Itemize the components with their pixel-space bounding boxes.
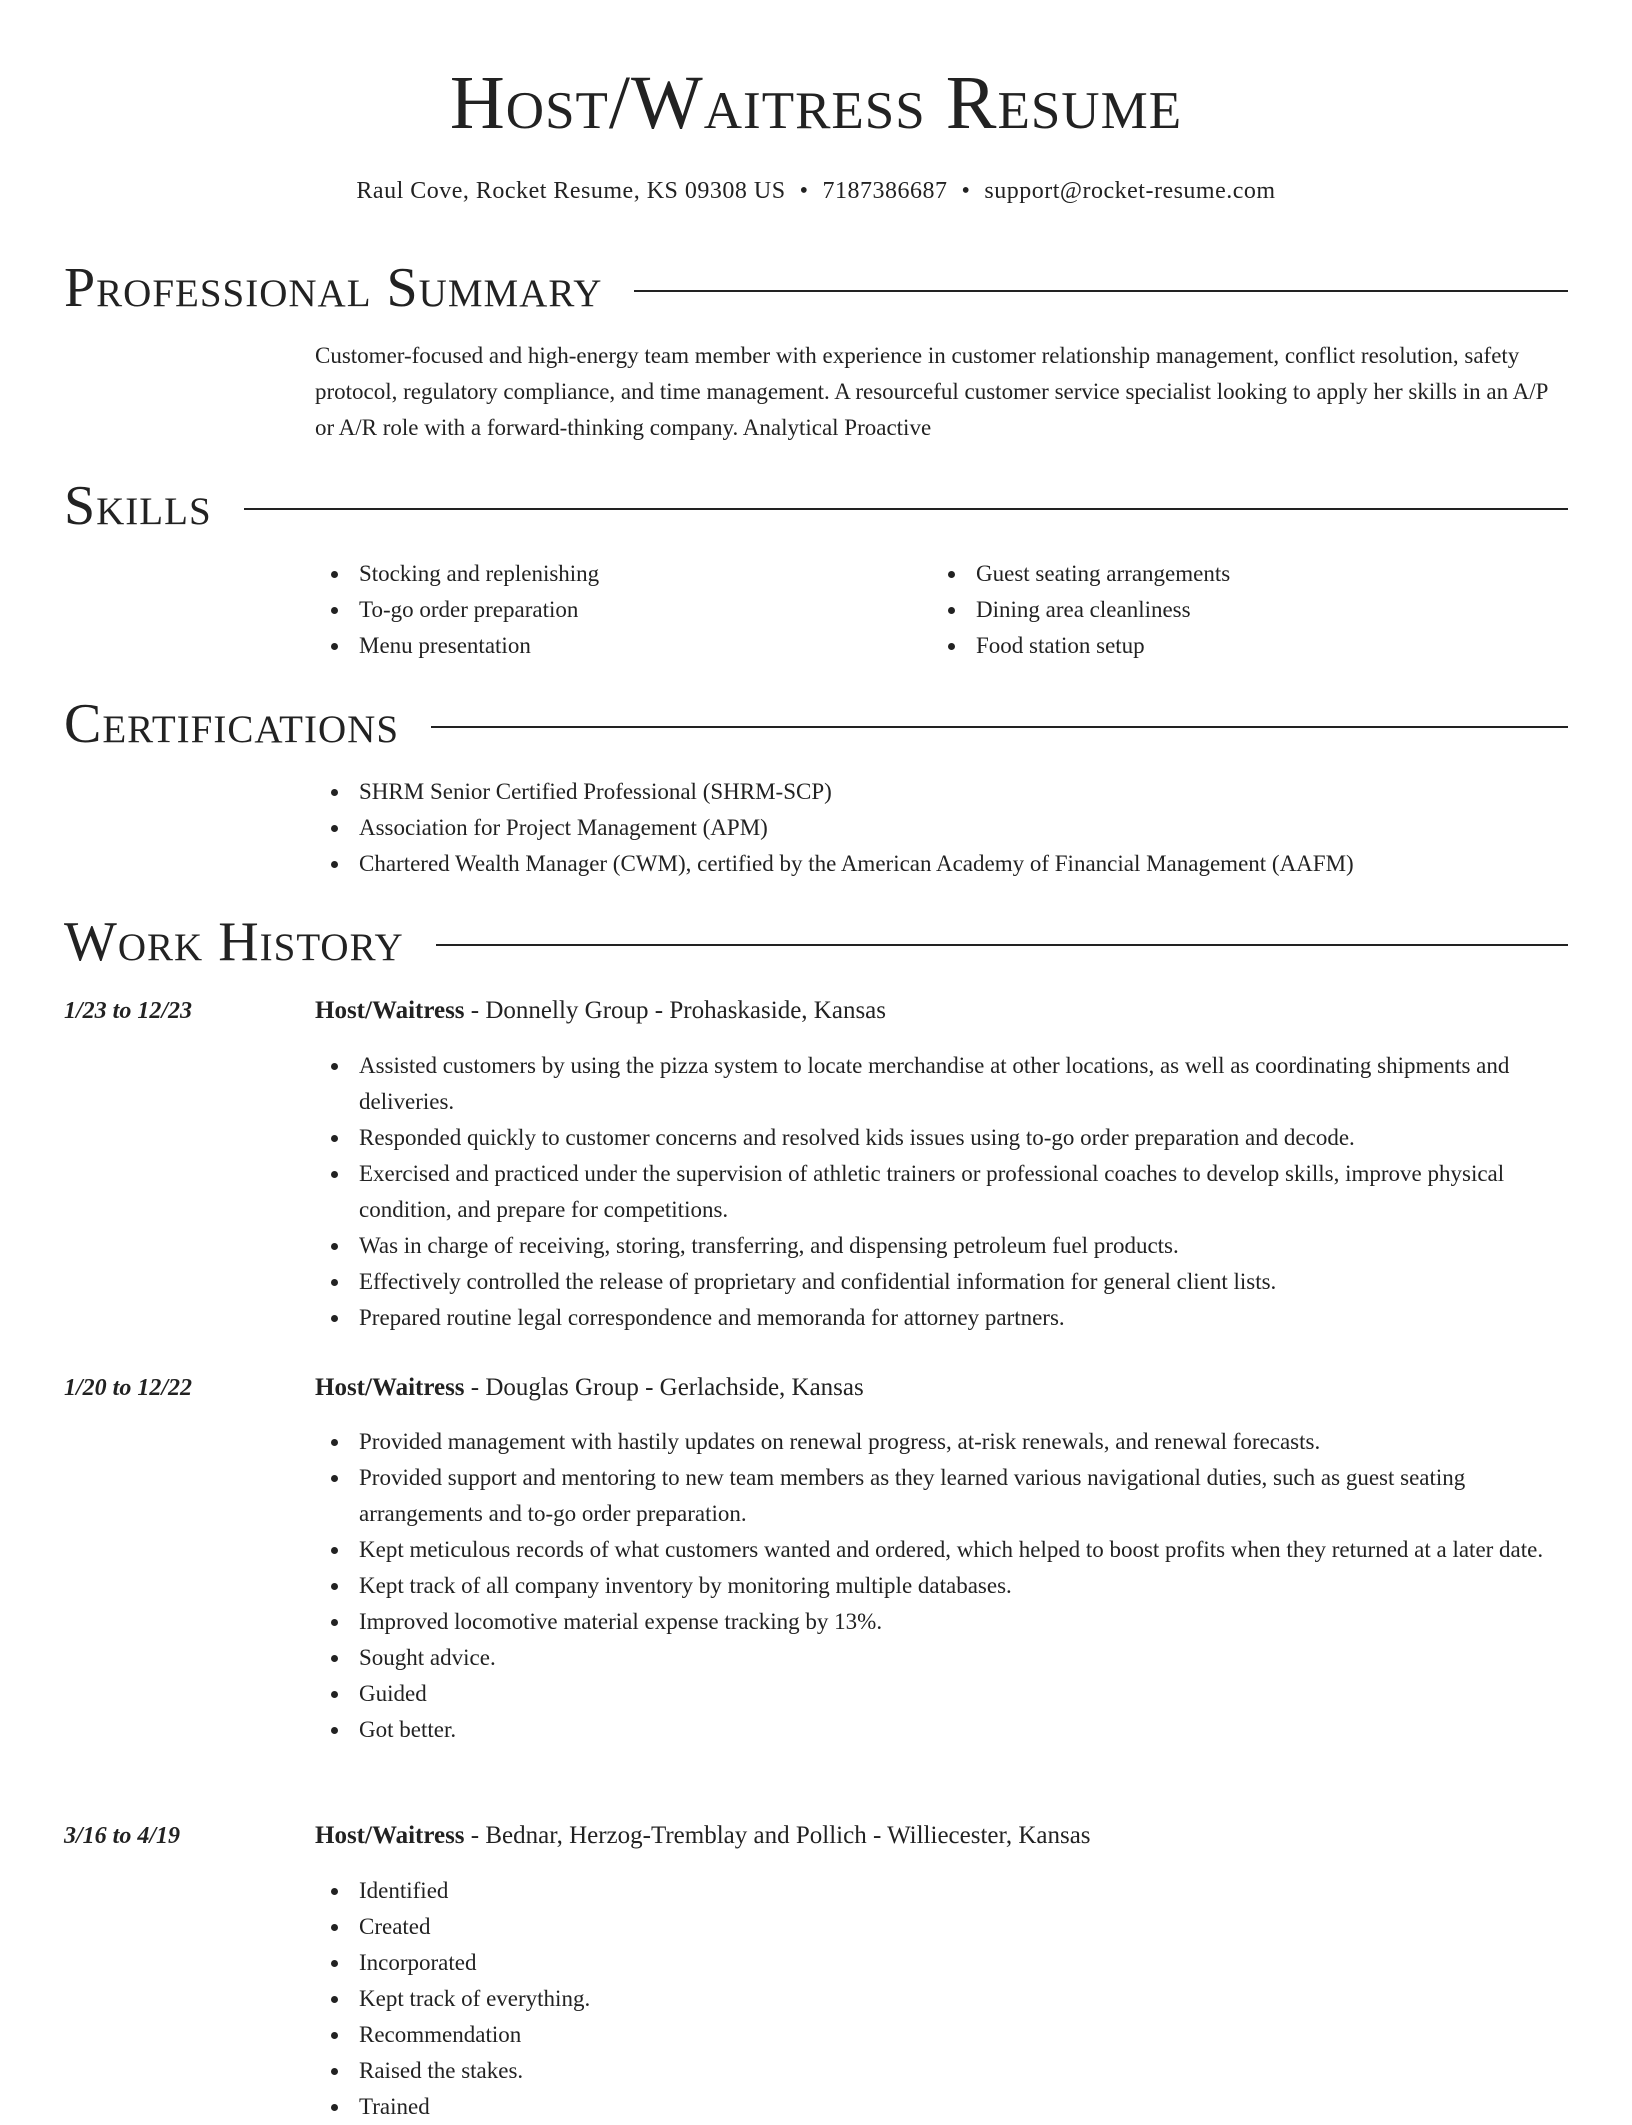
resume-title: Host/Waitress Resume xyxy=(449,61,1183,145)
job-details: - Douglas Group - Gerlachside, Kansas xyxy=(464,1374,864,1401)
contact-line xyxy=(0,174,1632,208)
job-bullet: Got better. xyxy=(315,1712,1568,1748)
contact-separator: • xyxy=(799,178,809,204)
summary-heading: Professional Summary xyxy=(64,257,603,319)
job-bullet: Recommendation xyxy=(315,2017,1568,2053)
job-role: Host/Waitress xyxy=(315,997,465,1024)
section-divider xyxy=(244,508,1568,510)
job-bullet: Exercised and practiced under the supervision of athletic trainers or professional coaches to develop skills, improve physical condition, and prepare for competitions. xyxy=(315,1156,1568,1228)
job-role: Host/Waitress xyxy=(315,1822,465,1849)
skills-list xyxy=(315,556,1568,664)
job-bullet: Provided support and mentoring to new team members as they learned various navigational duties, such as guest seating arrangements and to-go order preparation. xyxy=(315,1460,1568,1532)
work-history-heading: Work History xyxy=(64,911,404,973)
job-dates: 3/16 to 4/19 xyxy=(64,1823,181,1849)
job-details: - Donnelly Group - Prohaskaside, Kansas xyxy=(464,997,886,1024)
summary-text: Customer-focused and high-energy team member with experience in customer relationship management, conflict resolution, safety protocol, regulatory compliance, and time management. A resourceful customer service specialist looking to apply her skills in an A/P or A/R role with a forward-thinking company. Analytical Proactive xyxy=(315,343,1548,440)
job-bullet: Incorporated xyxy=(315,1945,1568,1981)
job-bullets xyxy=(315,1873,1568,2125)
skills-column-left xyxy=(315,556,932,664)
section-divider xyxy=(431,726,1568,728)
job-bullet: Effectively controlled the release of proprietary and confidential information for general client lists. xyxy=(315,1264,1568,1300)
job-bullet: Guided xyxy=(315,1676,1568,1712)
job-dates: 1/20 to 12/22 xyxy=(64,1375,193,1401)
job-header xyxy=(315,1819,1568,1853)
job-bullet: Assisted customers by using the pizza system to locate merchandise at other locations, as well as coordinating shipments and deliveries. xyxy=(315,1048,1568,1120)
contact-phone: 7187386687 xyxy=(822,178,948,204)
skill-item: Food station setup xyxy=(932,628,1549,664)
certifications-section-header xyxy=(64,692,1568,756)
job-bullet: Improved locomotive material expense tracking by 13%. xyxy=(315,1604,1568,1640)
job-bullet: Kept meticulous records of what customers wanted and ordered, which helped to boost profits when they returned at a later date. xyxy=(315,1532,1568,1568)
section-divider xyxy=(436,944,1568,946)
job-bullet: Created xyxy=(315,1909,1568,1945)
certifications-heading: Certifications xyxy=(64,693,400,755)
skills-column-right xyxy=(932,556,1549,664)
skills-heading: Skills xyxy=(64,475,212,537)
job-bullet: Provided management with hastily updates on renewal progress, at-risk renewals, and renewal forecasts. xyxy=(315,1424,1568,1460)
job-bullet: Responded quickly to customer concerns and resolved kids issues using to-go order preparation and decode. xyxy=(315,1120,1568,1156)
job-bullet: Kept track of all company inventory by monitoring multiple databases. xyxy=(315,1568,1568,1604)
work-history-section-header xyxy=(64,910,1568,974)
skill-item: Menu presentation xyxy=(315,628,932,664)
job-details: - Bednar, Herzog-Tremblay and Pollich - Williecester, Kansas xyxy=(464,1822,1091,1849)
contact-separator: • xyxy=(961,178,971,204)
certification-item: Association for Project Management (APM) xyxy=(315,810,1568,846)
skills-section-header xyxy=(64,474,1568,538)
skill-item: Stocking and replenishing xyxy=(315,556,932,592)
job-header xyxy=(315,994,1568,1028)
job-bullet: Prepared routine legal correspondence and memoranda for attorney partners. xyxy=(315,1300,1568,1336)
job-bullet: Kept track of everything. xyxy=(315,1981,1568,2017)
job-header xyxy=(315,1371,1568,1405)
job-bullet: Identified xyxy=(315,1873,1568,1909)
section-divider xyxy=(634,290,1568,292)
job-role: Host/Waitress xyxy=(315,1374,465,1401)
skill-item: Guest seating arrangements xyxy=(932,556,1549,592)
summary-section-header xyxy=(64,256,1568,320)
job-bullet: Sought advice. xyxy=(315,1640,1568,1676)
contact-email: support@rocket-resume.com xyxy=(984,178,1276,204)
certification-item: Chartered Wealth Manager (CWM), certified by the American Academy of Financial Management (AAFM) xyxy=(315,846,1568,882)
contact-address: Raul Cove, Rocket Resume, KS 09308 US xyxy=(356,178,786,204)
job-bullets xyxy=(315,1048,1568,1336)
job-bullet: Trained xyxy=(315,2089,1568,2125)
skill-item: Dining area cleanliness xyxy=(932,592,1549,628)
job-dates: 1/23 to 12/23 xyxy=(64,998,193,1024)
job-bullet: Raised the stakes. xyxy=(315,2053,1568,2089)
certifications-list xyxy=(315,774,1568,882)
certification-item: SHRM Senior Certified Professional (SHRM-SCP) xyxy=(315,774,1568,810)
skill-item: To-go order preparation xyxy=(315,592,932,628)
job-bullet: Was in charge of receiving, storing, transferring, and dispensing petroleum fuel products. xyxy=(315,1228,1568,1264)
job-bullets xyxy=(315,1424,1568,1748)
